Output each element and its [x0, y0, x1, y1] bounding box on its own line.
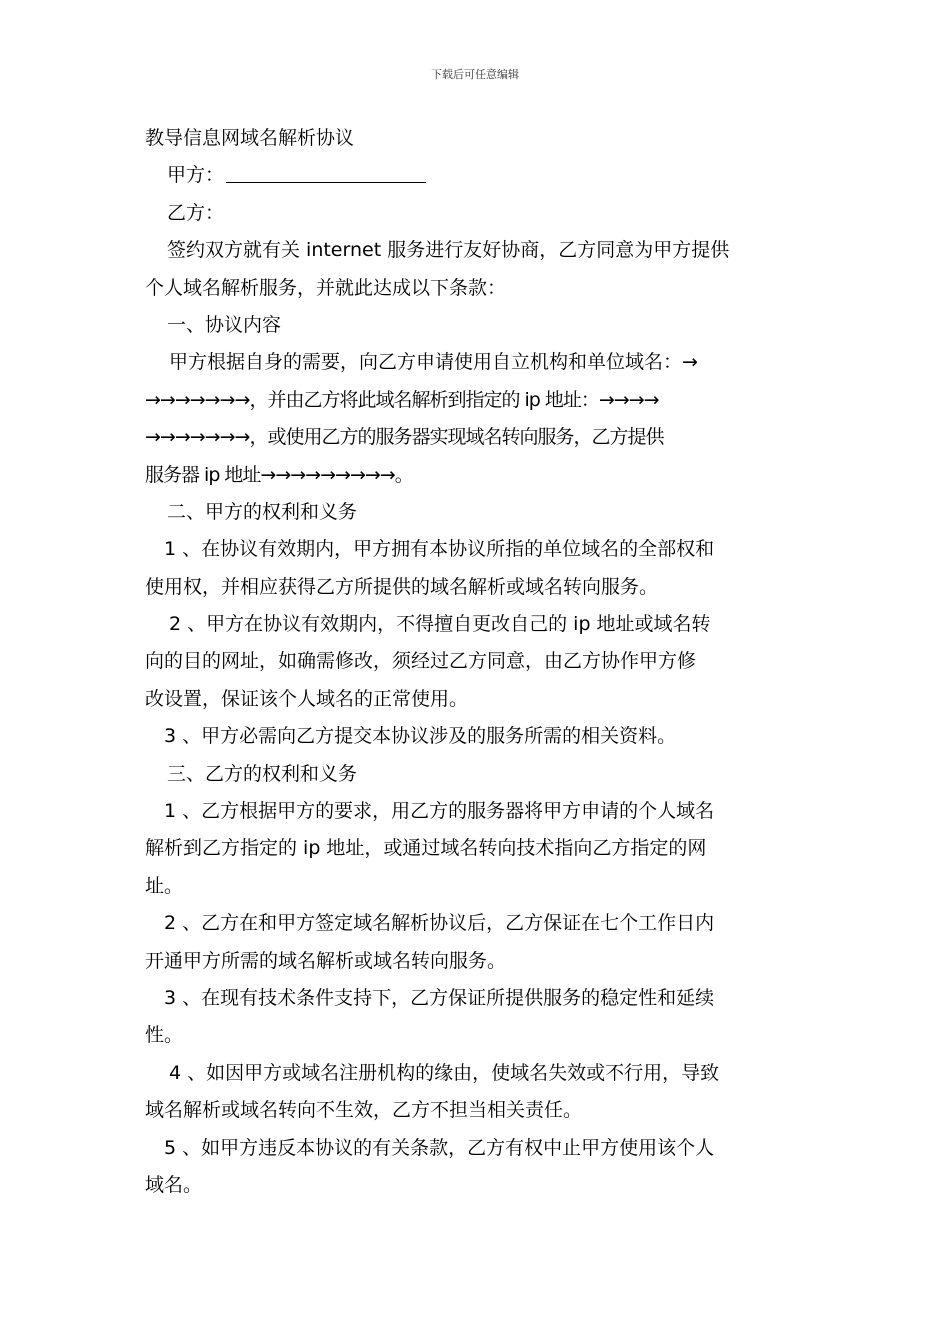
clause-line: 域名。 [145, 1173, 203, 1196]
clause-line: 1 、乙方根据甲方的要求，用乙方的服务器将甲方申请的个人域名 [164, 800, 715, 823]
clause-line: 域名解析或域名转向不生效，乙方不担当相关责任。 [145, 1099, 583, 1122]
clause-line: 向的目的网址，如确需修改，须经过乙方同意，由乙方协作甲方修 [145, 650, 697, 673]
paragraph-line: 个人域名解析服务，并就此达成以下条款： [145, 276, 507, 299]
document-body [145, 120, 810, 1204]
party-b-line: 乙方： [167, 201, 225, 224]
section-heading-1: 一、协议内容 [167, 313, 282, 336]
clause-line: 3 、在现有技术条件支持下，乙方保证所提供服务的稳定性和延续 [164, 986, 715, 1009]
party-a-blank [226, 160, 426, 183]
party-a-label: 甲方： [167, 164, 225, 187]
party-a-line [145, 157, 810, 194]
clause-line: 址。 [145, 874, 184, 897]
clause-line: 1 、在协议有效期内，甲方拥有本协议所指的单位域名的全部权和 [164, 538, 715, 561]
clause-line: 4 、如因甲方或域名注册机构的缘由，使域名失效或不行用，导致 [169, 1061, 720, 1084]
paragraph-line: →→→→→→→，并由乙方将此域名解析到指定的 ip 地址：→→→→ [145, 388, 659, 411]
section-heading-3: 三、乙方的权利和义务 [167, 762, 358, 785]
paragraph-line: 甲方根据自身的需要，向乙方申请使用自立机构和单位域名：→ [169, 351, 698, 374]
paragraph-line: 服务器 ip 地址→→→→→→→→→。 [145, 463, 413, 486]
paragraph-line: 签约双方就有关 internet 服务进行友好协商，乙方同意为甲方提供 [167, 239, 730, 262]
section-heading-2: 二、甲方的权利和义务 [167, 500, 358, 523]
clause-line: 开通甲方所需的域名解析或域名转向服务。 [145, 949, 507, 972]
clause-line: 性。 [145, 1024, 184, 1047]
clause-line: 2 、乙方在和甲方签定域名解析协议后，乙方保证在七个工作日内 [164, 912, 715, 935]
document-title: 教导信息网域名解析协议 [145, 127, 355, 149]
paragraph-line: →→→→→→→，或使用乙方的服务器实现域名转向服务，乙方提供 [145, 426, 664, 449]
clause-line: 5 、如甲方违反本协议的有关条款，乙方有权中止甲方使用该个人 [164, 1136, 715, 1159]
clause-line: 使用权，并相应获得乙方所提供的域名解析或域名转向服务。 [145, 575, 659, 598]
clause-line: 解析到乙方指定的 ip 地址，或通过域名转向技术指向乙方指定的网 [145, 837, 707, 860]
clause-line: 3 、甲方必需向乙方提交本协议涉及的服务所需的相关资料。 [164, 725, 677, 748]
clause-line: 改设置，保证该个人域名的正常使用。 [145, 687, 469, 710]
page-header: 下载后可任意编辑 [431, 68, 519, 81]
clause-line: 2 、甲方在协议有效期内，不得擅自更改自己的 ip 地址或域名转 [169, 613, 711, 636]
